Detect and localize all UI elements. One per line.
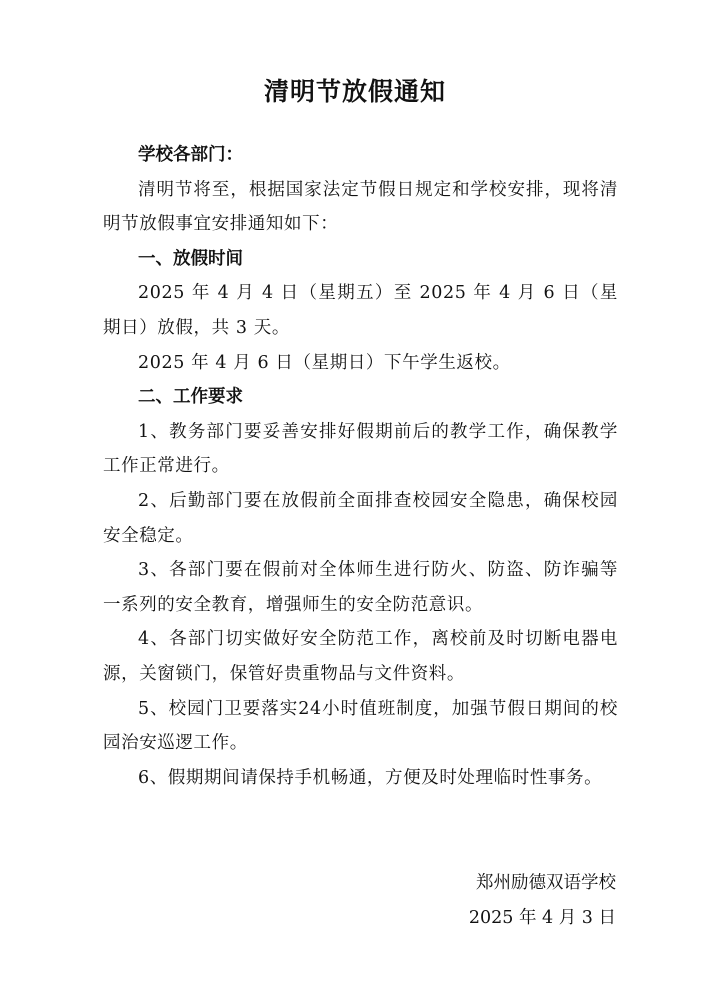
requirement-item-4: 4、各部门切实做好安全防范工作，离校前及时切断电器电源，关窗锁门，保管好贵重物品与文件资料。 — [103, 629, 618, 684]
holiday-period-paragraph: 2025 年 4 月 4 日（星期五）至 2025 年 4 月 6 日（星期日）放假，共 3 天。 — [103, 283, 618, 338]
return-time-paragraph: 2025 年 4 月 6 日（星期日）下午学生返校。 — [138, 352, 511, 373]
section-heading-holiday-time: 一、放假时间 — [138, 248, 243, 269]
requirement-item-2: 2、后勤部门要在放假前全面排查校园安全隐患，确保校园安全稳定。 — [103, 490, 618, 546]
requirement-item-5: 5、校园门卫要落实24小时值班制度，加强节假日期间的校园治安巡逻工作。 — [103, 698, 618, 754]
section-heading-work-requirements: 二、工作要求 — [138, 387, 243, 408]
signature-date: 2025 年 4 月 3 日 — [468, 907, 616, 928]
document-body — [103, 138, 618, 795]
requirement-item-3: 3、各部门要在假前对全体师生进行防火、防盗、防诈骗等一系列的安全教育，增强师生的安全防范意识。 — [103, 560, 618, 615]
salutation: 学校各部门： — [138, 145, 243, 165]
requirement-item-6: 6、假期期间请保持手机畅通，方便及时处理临时性事务。 — [138, 767, 603, 788]
signature-organization: 郑州励德双语学校 — [476, 873, 616, 893]
document-title: 清明节放假通知 — [263, 77, 446, 106]
signature-block — [469, 866, 616, 935]
requirement-item-1: 1、教务部门要妥善安排好假期前后的教学工作，确保教学工作正常进行。 — [103, 421, 618, 477]
intro-paragraph: 清明节将至，根据国家法定节假日规定和学校安排，现将清明节放假事宜安排通知如下： — [103, 179, 618, 235]
